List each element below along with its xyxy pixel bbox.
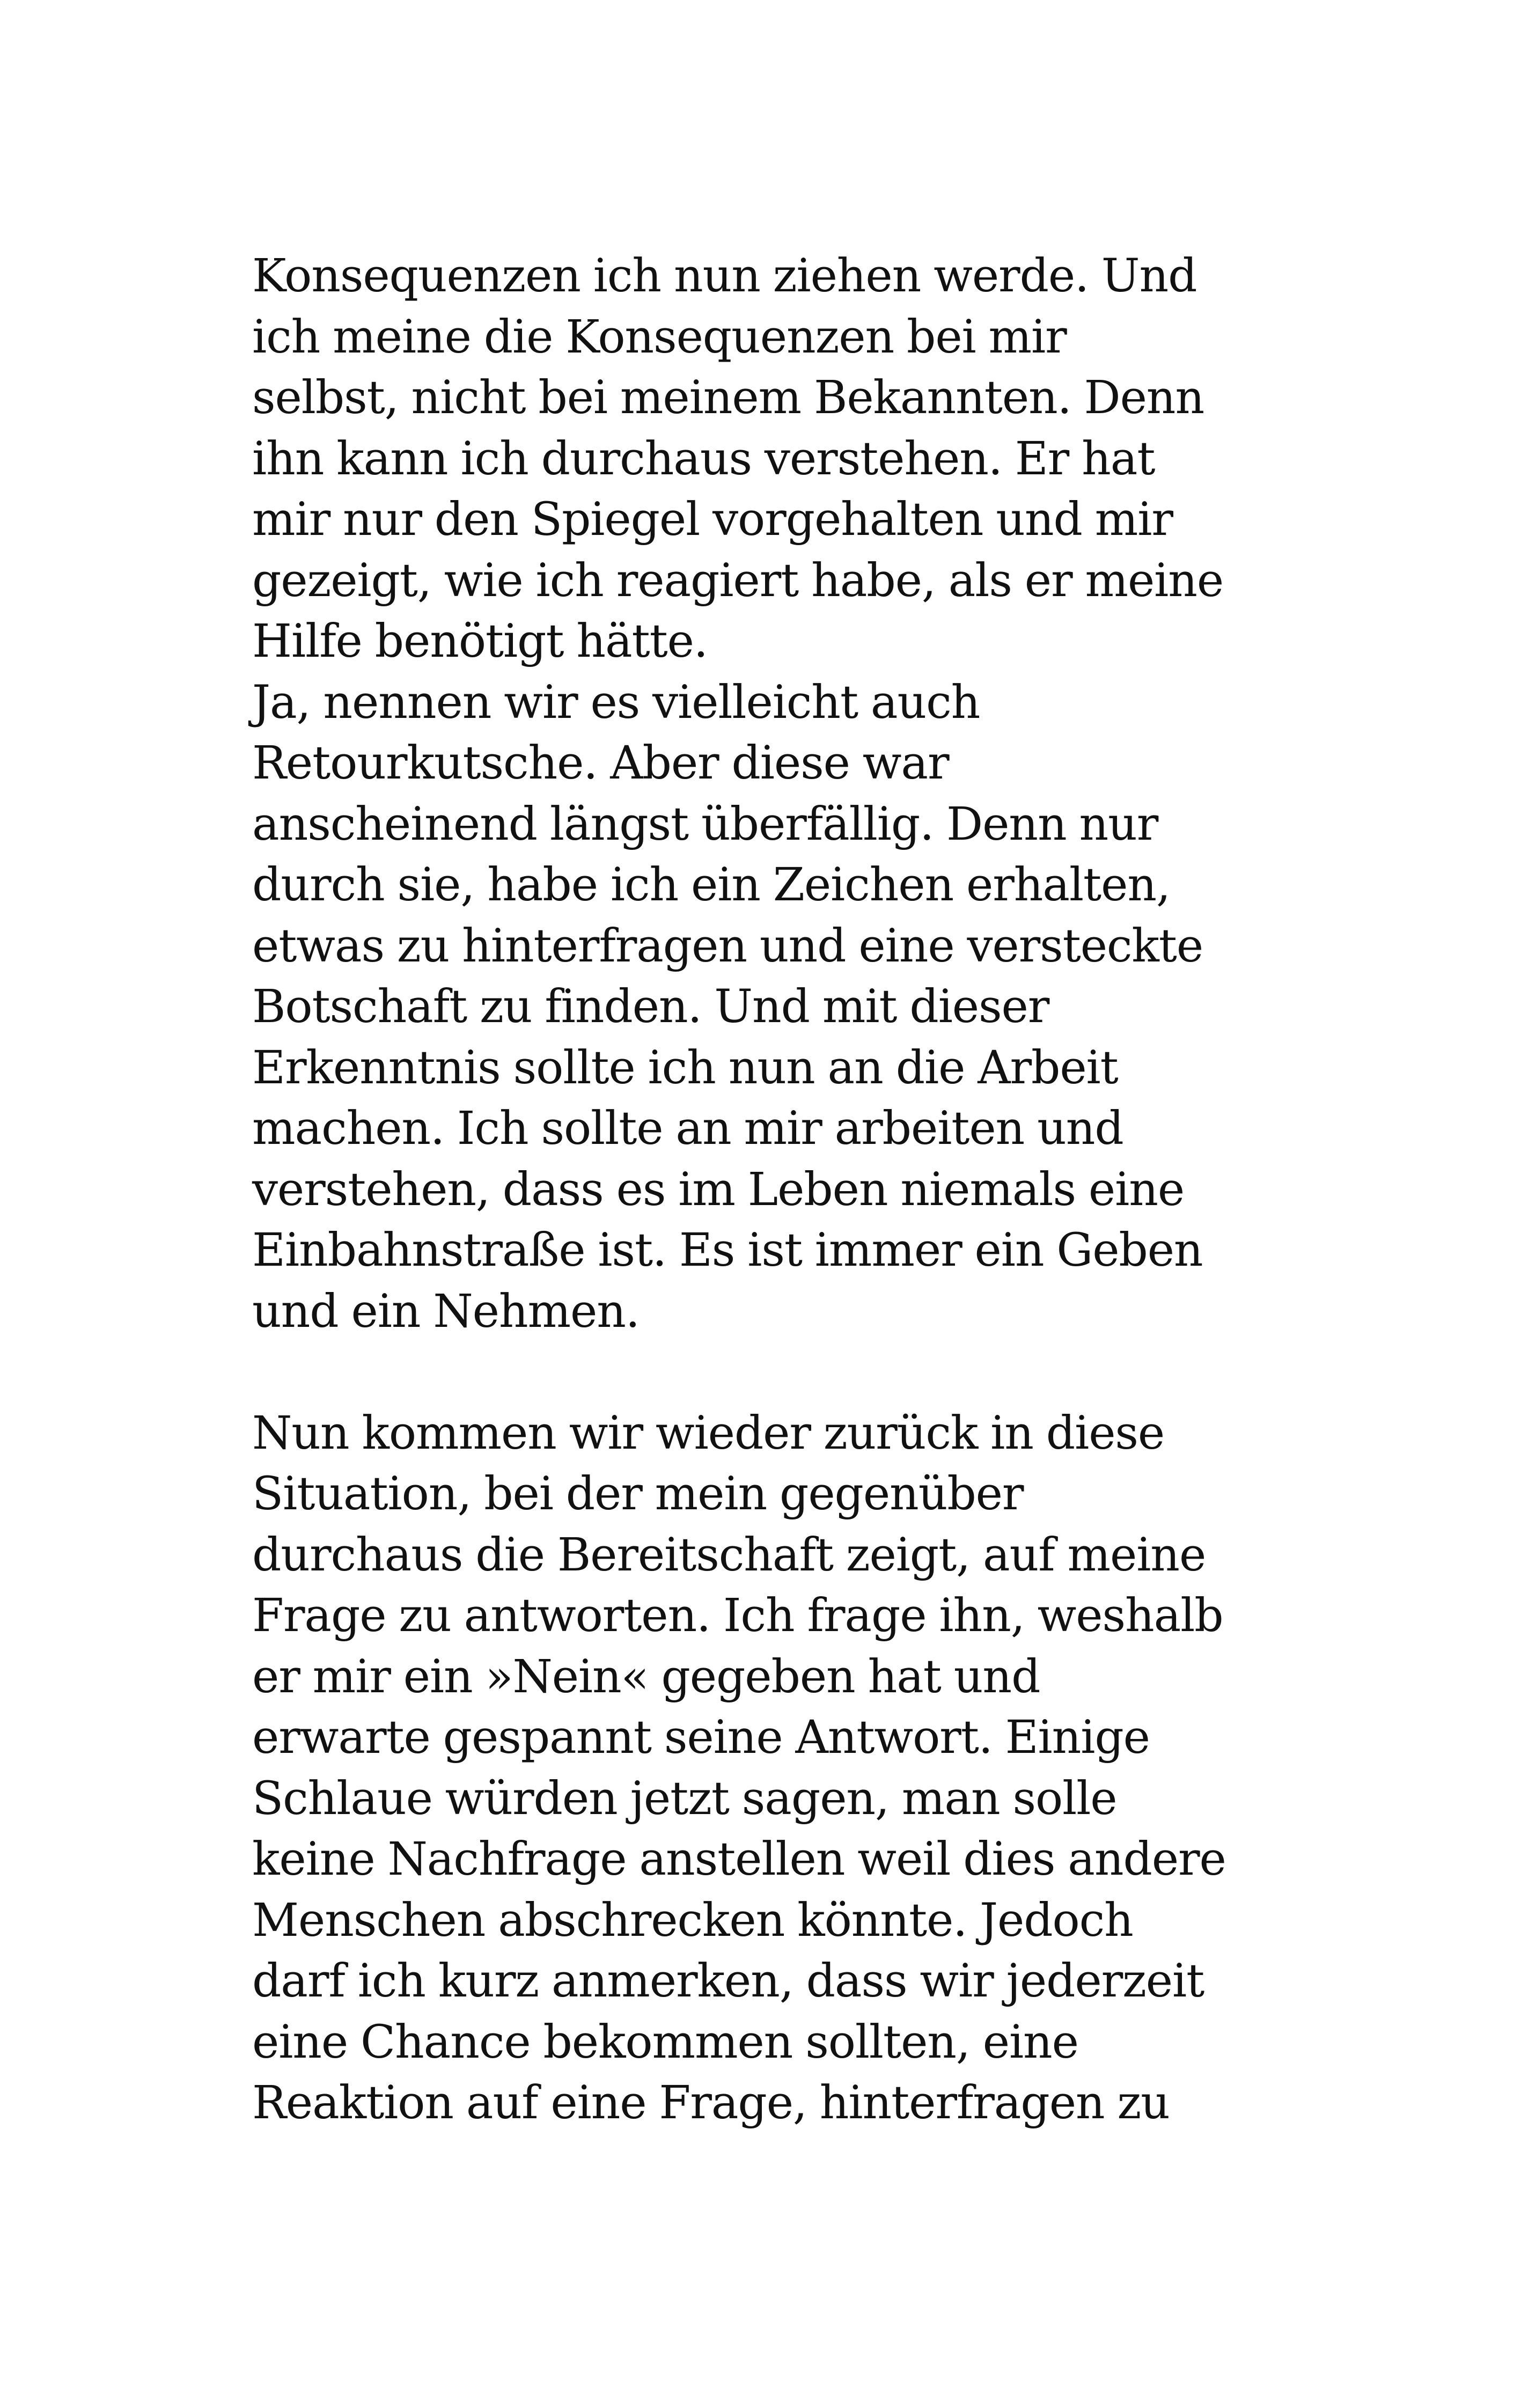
text-line: Hilfe benötigt hätte.	[252, 615, 708, 668]
paragraph-gap	[252, 1342, 1314, 1403]
text-line: etwas zu hinterfragen und eine versteckte	[252, 919, 1203, 973]
text-line: ihn kann ich durchaus verstehen. Er hat	[252, 432, 1155, 486]
text-line: Ja, nennen wir es vielleicht auch	[252, 676, 980, 729]
text-line: durchaus die Bereitschaft zeigt, auf meine	[252, 1528, 1206, 1582]
text-line: erwarte gespannt seine Antwort. Einige	[252, 1711, 1150, 1764]
text-line: selbst, nicht bei meinem Bekannten. Denn	[252, 371, 1204, 424]
text-line: durch sie, habe ich ein Zeichen erhalten,	[252, 858, 1170, 912]
text-line: Retourkutsche. Aber diese war	[252, 737, 949, 790]
text-line: eine Chance bekommen sollten, eine	[252, 2015, 1078, 2069]
text-line: Reaktion auf eine Frage, hinterfragen zu	[252, 2076, 1170, 2130]
text-line: Menschen abschrecken könnte. Jedoch	[252, 1893, 1133, 1947]
text-line: mir nur den Spiegel vorgehalten und mir	[252, 493, 1173, 546]
text-line: anscheinend längst überfällig. Denn nur	[252, 797, 1158, 851]
text-line: keine Nachfrage anstellen weil dies andere	[252, 1833, 1226, 1886]
text-line: Frage zu antworten. Ich frage ihn, weshalb	[252, 1589, 1223, 1642]
text-line: und ein Nehmen.	[252, 1284, 640, 1338]
text-line: Botschaft zu finden. Und mit dieser	[252, 980, 1049, 1033]
text-line: Erkenntnis sollte ich nun an die Arbeit	[252, 1041, 1118, 1095]
text-line: ich meine die Konsequenzen bei mir	[252, 310, 1067, 364]
text-line: Nun kommen wir wieder zurück in diese	[252, 1406, 1165, 1460]
body-text	[252, 246, 1314, 2134]
text-line: verstehen, dass es im Leben niemals eine	[252, 1163, 1185, 1216]
text-line: Situation, bei der mein gegenüber	[252, 1467, 1024, 1521]
text-line: machen. Ich sollte an mir arbeiten und	[252, 1102, 1123, 1155]
text-line: gezeigt, wie ich reagiert habe, als er meine	[252, 554, 1224, 607]
text-line: Konsequenzen ich nun ziehen werde. Und	[252, 249, 1197, 303]
text-line: er mir ein »Nein« gegeben hat und	[252, 1650, 1040, 1704]
text-line: darf ich kurz anmerken, dass wir jederzeit	[252, 1955, 1204, 2008]
text-line: Schlaue würden jetzt sagen, man solle	[252, 1772, 1117, 1825]
text-line: Einbahnstraße ist. Es ist immer ein Geben	[252, 1224, 1203, 1277]
